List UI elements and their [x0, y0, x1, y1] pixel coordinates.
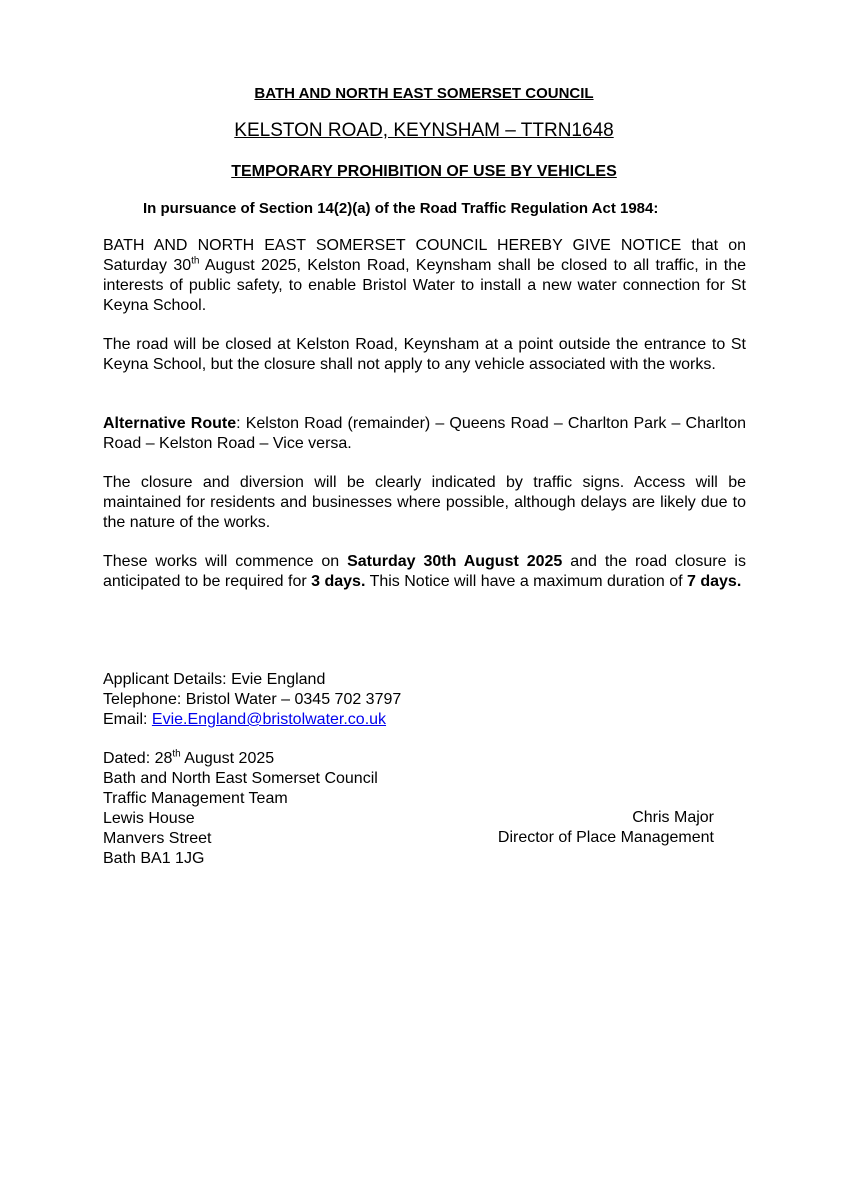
order-title: KELSTON ROAD, KEYNSHAM – TTRN1648 [234, 120, 614, 141]
council-heading: BATH AND NORTH EAST SOMERSET COUNCIL [254, 85, 594, 102]
alternative-route-label: Alternative Route [103, 415, 237, 432]
applicant-block [103, 670, 401, 730]
notice-paragraph-2: The road will be closed at Kelston Road, Keynsham at a point outside the entrance to St Keyna School, but the closure shall not apply to any vehicle associated with the works. [103, 336, 746, 373]
applicant-email-line: Email: Evie.England@bristolwater.co.uk [103, 711, 387, 728]
alternative-route-paragraph: Alternative Route: Kelston Road (remainder) – Queens Road – Charlton Park – Charlton Road – Kelston Road – Vice versa. [103, 415, 747, 452]
dated-block [103, 749, 378, 869]
notice-paragraph-4: The closure and diversion will be clearly indicated by traffic signs. Access will be maintained for residents and businesses where possible, although delays are likely due to the nature of the works. [103, 474, 746, 531]
statute-line: In pursuance of Section 14(2)(a) of the Road Traffic Regulation Act 1984: [143, 200, 659, 217]
email-link[interactable]: Evie.England@bristolwater.co.uk [151, 711, 387, 728]
address-line: Lewis House [103, 810, 195, 827]
dated-line: Dated: 28th August 2025 [103, 748, 275, 767]
applicant-telephone: Telephone: Bristol Water – 0345 702 3797 [103, 691, 402, 708]
prohibition-heading: TEMPORARY PROHIBITION OF USE BY VEHICLES [231, 163, 617, 180]
applicant-details: Applicant Details: Evie England [103, 671, 326, 688]
address-line: Traffic Management Team [103, 790, 288, 807]
signatory-title: Director of Place Management [497, 829, 714, 846]
notice-paragraph-5: These works will commence on Saturday 30th August 2025 and the road closure is anticipated to be required for 3 days. This Notice will have a maximum duration of 7 days. [103, 553, 746, 590]
notice-paragraph-1: BATH AND NORTH EAST SOMERSET COUNCIL HEREBY GIVE NOTICE that on Saturday 30th August 2025, Kelston Road, Keynsham shall be closed to all traffic, in the interests of public safety, to enable Bristol Water to install a new water connection for St Keyna School. [103, 237, 747, 314]
signatory-block [498, 808, 714, 848]
address-line: Bath and North East Somerset Council [103, 770, 378, 787]
address-line: Bath BA1 1JG [103, 850, 205, 867]
address-line: Manvers Street [103, 830, 212, 847]
signatory-name: Chris Major [632, 809, 714, 826]
